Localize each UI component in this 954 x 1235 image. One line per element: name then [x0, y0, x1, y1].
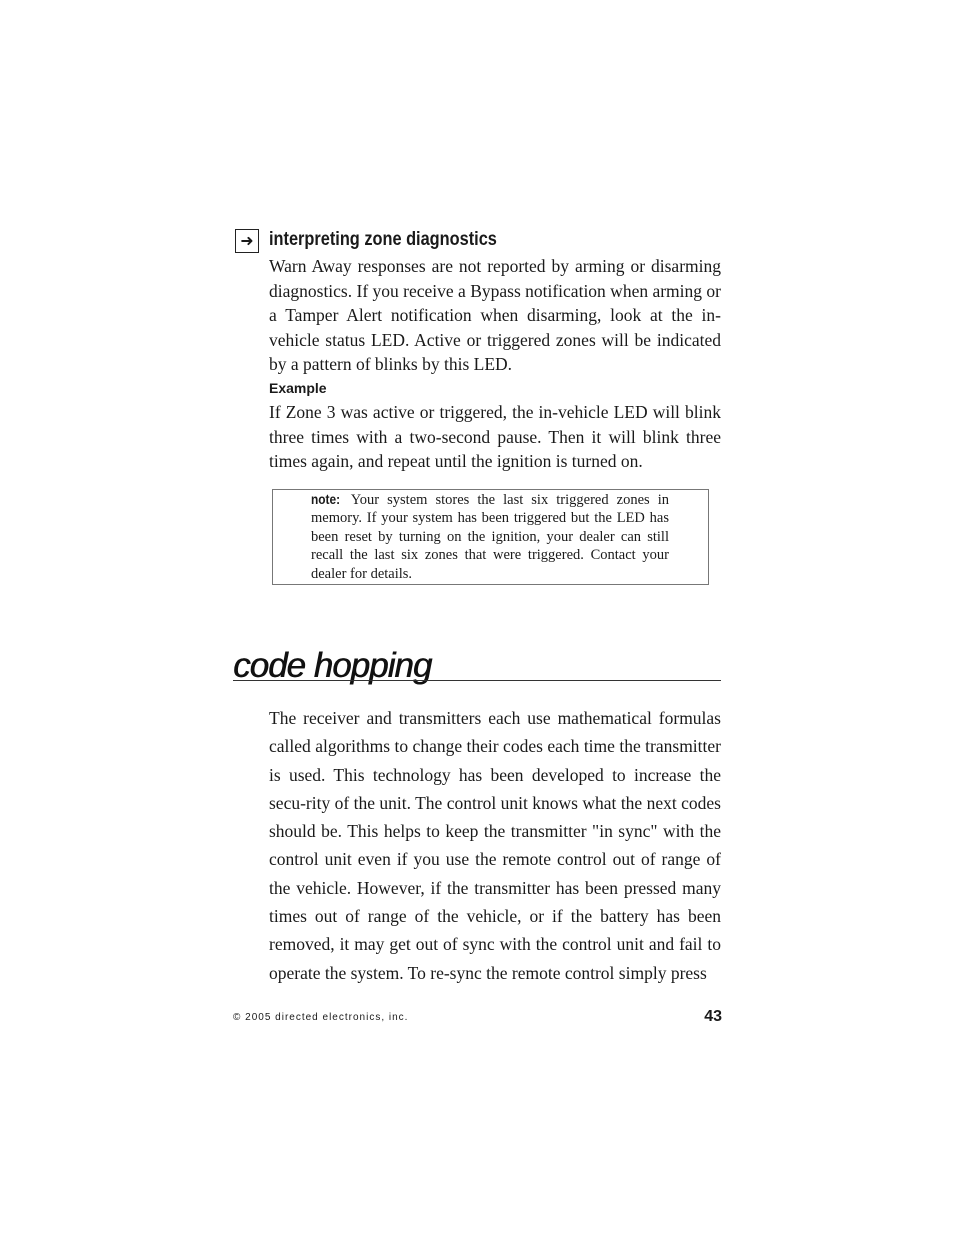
copyright-footer: © 2005 directed electronics, inc. [233, 1012, 409, 1023]
subsection-paragraph: Warn Away responses are not reported by arming or disarming diagnostics. If you receive a Bypass notification when arming or a Tamper Alert notification when disarming, look at the in-vehicle status LED. Active or triggered zones will be indicated by a pattern of blinks by this LED. [269, 256, 721, 375]
example-heading: Example [269, 380, 327, 396]
page-number: 43 [704, 1008, 722, 1025]
note-text [311, 490, 669, 583]
section-title: code hopping [233, 646, 432, 685]
subsection-heading: interpreting zone diagnostics [269, 229, 497, 250]
section-body: The receiver and transmitters each use mathematical formulas called algorithms to change their codes each time the transmitter is used. This technology has been developed to increase the secu-rity of the unit. The control unit knows what the next codes should be. This helps to keep the transmitter "in sync" with the control unit even if you use the remote control out of range of the vehicle. However, if the transmitter has been pressed many times out of range of the vehicle, or if the battery has been removed, it may get out of sync with the control unit and fail to operate the system. To re-sync the remote control simply press [269, 708, 721, 983]
note-body: Your system stores the last six triggered zones in memory. If your system has been triggered but the LED has been reset by turning on the ignition, your dealer can still recall the last six zones that were triggered. Contact your dealer for details. [311, 492, 669, 582]
note-label: note: [311, 491, 341, 507]
section-rule [233, 680, 721, 681]
example-paragraph: If Zone 3 was active or triggered, the in-vehicle LED will blink three times with a two-second pause. Then it will blink three times again, and repeat until the ignition is turned on. [269, 402, 721, 472]
arrow-right-icon: ➜ [235, 229, 259, 253]
